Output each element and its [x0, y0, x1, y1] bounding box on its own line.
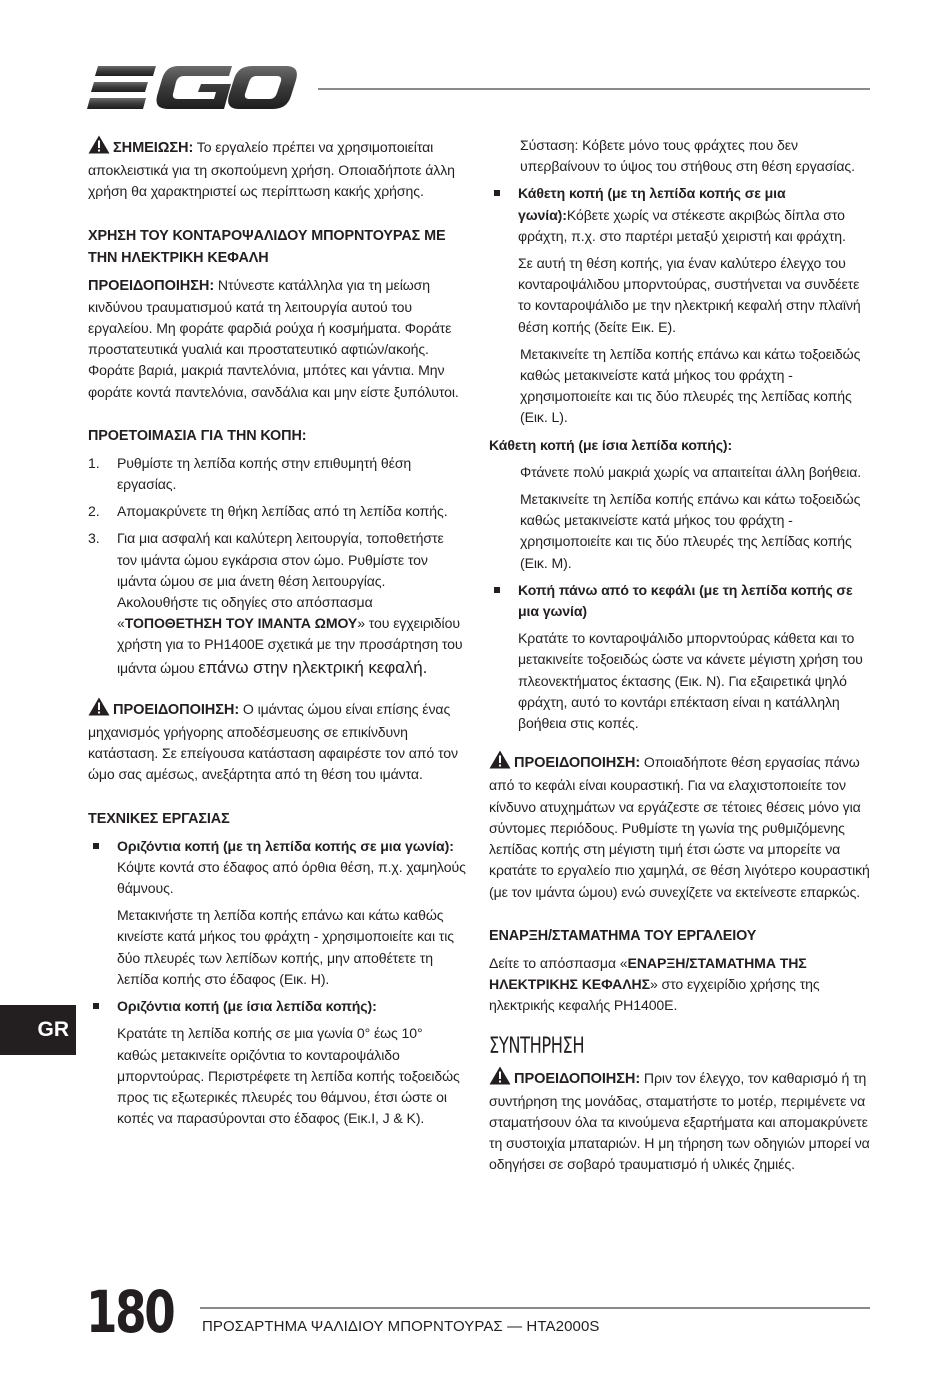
warning3-text: Οποιαδήποτε θέση εργασίας πάνω από το κεφάλι είναι κουραστική. Για να ελαχιστοποιείτε τον κίνδυνο ατυχημάτων να εργάζεστε σε τέτοιες θέσεις μόνο για σύντομες περιόδους. Ρυθμίστε τη γωνία της ρυθμιζόμενης λεπίδας κοπής στη μέγιστη τιμή έτσι ώστε να μπορείτε να κρατάτε το εργαλείο πιο χαμηλά, σε θέση λιγότερο κουραστική (με τον ιμάντα ώμου) ενώ συνεχίζετε να εκτείνεστε επαρκώς. — [489, 754, 870, 900]
bullet-paragraph: Μετακινήστε τη λεπίδα κοπής επάνω και κάτω καθώς κινείστε κατά μήκος του φράχτη - χρησιμοποιείτε και τις δύο πλευρές των λεπίδων κοπής, μην αποθέτετε τη λεπίδα κοπής στο έδαφος (Εικ. H). — [117, 907, 454, 987]
heading-use: ΧΡΗΣΗ ΤΟΥ ΚΟΝΤΑΡΟΨΑΛΙΔΟΥ ΜΠΟΡΝΤΟΥΡΑΣ ΜΕ ΤΗΝ ΗΛΕΚΤΡΙΚΗ ΚΕΦΑΛΗ — [88, 227, 446, 266]
start-text: Δείτε το απόσπασμα « — [489, 954, 628, 971]
warning2-text: Ο ιμάντας ώμου είναι επίσης ένας μηχανισμός γρήγορης αποδέσμευσης σε επικίνδυνη κατάσταση. Σε επείγουσα κατάσταση αφαιρέστε τον από τον ώμο σας αμέσως, ανεξάρτητα από τη θέση του ιμάντα. — [88, 700, 458, 783]
list-item — [88, 453, 466, 495]
left-column — [88, 135, 466, 1135]
bullet-square-icon — [494, 587, 500, 593]
bullet-text: Κόψτε κοντά στο έδαφος από όρθια θέση, π.χ. χαμηλούς θάμνους. — [117, 858, 466, 897]
bullet-paragraph: Κρατάτε τη λεπίδα κοπής σε μια γωνία 0° έως 10° καθώς μετακινείτε οριζόντια το κονταροψάλιδο μπορντούρας. Περιστρέφετε τη λεπίδα κοπής τοξοειδώς προς τις εξωτερικές πλευρές του θάμνου, έτσι ώστε οι κοπές να παρασύρονται στο έδαφος (Εικ.I, J & K). — [117, 1025, 460, 1127]
header-rule — [318, 88, 870, 90]
start-text-bold: ΕΝΑΡΞΗ/ΣΤΑΜΑΤΗΜΑ ΤΗΣ ΗΛΕΚΤΡΙΚΗΣ ΚΕΦΑΛΗΣ — [489, 954, 807, 992]
warning-triangle-icon — [88, 135, 110, 160]
warning-strap — [88, 697, 466, 786]
continued-paragraph: Σύσταση: Κόβετε μόνο τους φράχτες που δεν υπερβαίνουν το ύψος του στήθους στη θέση εργασίας. — [520, 137, 855, 175]
bullet-square-icon — [93, 1003, 99, 1009]
bullet-paragraph: Μετακινείτε τη λεπίδα κοπής επάνω και κάτω τοξοειδώς καθώς μετακινείστε κατά μήκος του φράχτη - χρησιμοποιείτε και τις δύο πλευρές της λεπίδας κοπής (Εικ. L). — [520, 345, 861, 426]
start-stop-paragraph — [489, 953, 870, 1017]
list-text: » του εγχειριδίου χρήστη για το PH1400E σχετικά με την προσάρτηση του ιμάντα ώμου — [117, 615, 463, 676]
start-text: » στο εγχειρίδιο χρήσης της ηλεκτρικής κεφαλής PH1400E. — [489, 975, 820, 1014]
list-text: Απομακρύνετε τη θήκη λεπίδας από τη λεπίδα κοπής. — [117, 503, 448, 520]
bullet-text: Κόβετε χωρίς να στέκεστε ακριβώς δίπλα στο φράχτη, π.χ. στο παρτέρι μεταξύ χειριστή και φράχτη. — [518, 206, 846, 244]
heading-prep: ΠΡΟΕΤΟΙΜΑΣΙΑ ΓΙΑ ΤΗΝ ΚΟΠΗ: — [88, 427, 307, 444]
warning-triangle-icon — [489, 750, 511, 775]
warning2-label: ΠΡΟΕΙΔΟΠΟΙΗΣΗ: — [113, 701, 240, 718]
sub-paragraph: Φτάνετε πολύ μακριά χωρίς να απαιτείται άλλη βοήθεια. — [520, 463, 862, 480]
warning-triangle-icon — [489, 1066, 511, 1091]
warning4-text: Πριν τον έλεγχο, τον καθαρισμό ή τη συντήρηση της μονάδας, σταματήστε το μοτέρ, περιμένετε να σταματήσουν όλα τα κινούμενα εξαρτήματα και απομακρύνετε τη συστοιχία μπαταριών. Η μη τήρηση των οδηγιών μπορεί να οδηγήσει σε σοβαρό τραυματισμό ή υλικές ζημιές. — [489, 1069, 870, 1173]
bullet-title: Κοπή πάνω από το κεφάλι (με τη λεπίδα κοπής σε μια γωνία) — [518, 581, 853, 620]
bullet-title: Οριζόντια κοπή (με ίσια λεπίδα κοπής): — [117, 998, 377, 1015]
warning3-label: ΠΡΟΕΙΔΟΠΟΙΗΣΗ: — [514, 755, 641, 772]
list-text-large: επάνω στην ηλεκτρική κεφαλή. — [198, 657, 428, 677]
page-number: 180 — [86, 1278, 174, 1346]
warning4-label: ΠΡΟΕΙΔΟΠΟΙΗΣΗ: — [514, 1070, 641, 1087]
list-text: Για μια ασφαλή και καλύτερη λειτουργία, τοποθετήστε τον ιμάντα ώμου εγκάρσια στον ώμο. Ρυθμίστε τον ιμάντα ώμου σε μια άνετη θέση λειτουργίας. Ακολουθήστε τις οδηγίες στο απόσπασμα « — [117, 530, 444, 632]
warning-triangle-icon — [88, 697, 110, 722]
bullet-paragraph: Σε αυτή τη θέση κοπής, για έναν καλύτερο έλεγχο του κονταροψάλιδου μπορντούρας, συστήνεται να συνδέετε το κονταροψάλιδο με την ηλεκτρική κεφαλή στην πλαϊνή θέση κοπής (δείτε Εικ. E). — [518, 255, 861, 335]
note-text: Το εργαλείο πρέπει να χρησιμοποιείται αποκλειστικά για τη σκοπούμενη χρήση. Οποιαδήποτε άλλη χρήση θα χαρακτηριστεί ως περίπτωση κακής χρήσης. — [88, 139, 455, 200]
bullet-horizontal-angled — [88, 836, 466, 900]
bullet-paragraph: Κρατάτε το κονταροψάλιδο μπορντούρας κάθετα και το μετακινείτε τοξοειδώς ώστε να κάνετε μέγιστη χρήση του πλεονεκτήματος έκτασης (Εικ. N). Για εξαιρετικά ψηλό φράχτη, αυτό το κοντάρι επέκταση είναι η κατάλληλη βοήθεια στις κοπές. — [518, 630, 863, 732]
warning-overhead — [489, 750, 870, 902]
list-text-bold: ΤΟΠΟΘΕΤΗΣΗ ΤΟΥ ΙΜΑΝΤΑ ΩΜΟΥ — [124, 615, 358, 632]
bullet-title: Κάθετη κοπή (με τη λεπίδα κοπής σε μια γωνία): — [518, 185, 786, 223]
ego-logo — [86, 62, 298, 114]
warning1-text: Ντύνεστε κατάλληλα για τη μείωση κινδύνου τραυματισμού κατά τη λειτουργία αυτού του εργαλείου. Μη φοράτε φαρδιά ρούχα ή κοσμήματα. Φοράτε προστατευτικά γυαλιά και προστατευτικό αφτιών/ακοής. Φοράτε βαριά, μακριά παντελόνια, μπότες και γάντια. Μην φοράτε κοντά παντελόνια, σανδάλια και μην είστε ξυπόλυτοι. — [88, 276, 459, 400]
warning-clothing — [88, 275, 466, 403]
heading-techniques: ΤΕΧΝΙΚΕΣ ΕΡΓΑΣΙΑΣ — [88, 810, 230, 827]
bullet-overhead — [489, 580, 870, 622]
heading-maintenance: ΣΥΝΤΗΡΗΣΗ — [489, 1034, 585, 1060]
footer-title: ΠΡΟΣΑΡΤΗΜΑ ΨΑΛΙΔΙΟΥ ΜΠΟΡΝΤΟΥΡΑΣ — HTA2000S — [202, 1318, 600, 1335]
list-number: 3. — [88, 530, 100, 547]
note-paragraph — [88, 135, 466, 203]
warning-maintenance — [489, 1066, 870, 1176]
note-label: ΣΗΜΕΙΩΣΗ: — [113, 140, 194, 156]
sub-paragraph: Μετακινείτε τη λεπίδα κοπής επάνω και κάτω τοξοειδώς καθώς μετακινείστε κατά μήκος του φράχτη - χρησιμοποιείτε και τις δύο πλευρές της λεπίδας κοπής (Εικ. M). — [520, 491, 861, 571]
list-text: Ρυθμίστε τη λεπίδα κοπής στην επιθυμητή θέση εργασίας. — [117, 454, 412, 493]
bullet-horizontal-straight — [88, 996, 466, 1017]
bullet-title: Οριζόντια κοπή (με τη λεπίδα κοπής σε μια γωνία): — [117, 837, 454, 854]
list-item — [88, 501, 466, 522]
language-tab: GR — [0, 1005, 76, 1055]
list-item — [88, 528, 466, 678]
list-number: 2. — [88, 503, 100, 520]
warning1-label: ΠΡΟΕΙΔΟΠΟΙΗΣΗ: — [88, 277, 215, 294]
bullet-vertical-angled — [489, 183, 870, 247]
prep-list — [88, 453, 466, 679]
subheading-vertical-straight: Κάθετη κοπή (με ίσια λεπίδα κοπής): — [489, 436, 733, 453]
right-column — [489, 135, 870, 1182]
list-number: 1. — [88, 454, 100, 471]
heading-start-stop: ΕΝΑΡΞΗ/ΣΤΑΜΑΤΗΜΑ ΤΟΥ ΕΡΓΑΛΕΙΟΥ — [489, 927, 757, 944]
logo-text: EGO — [86, 62, 89, 63]
footer-rule — [200, 1307, 870, 1309]
bullet-square-icon — [93, 843, 99, 849]
bullet-square-icon — [494, 190, 500, 196]
